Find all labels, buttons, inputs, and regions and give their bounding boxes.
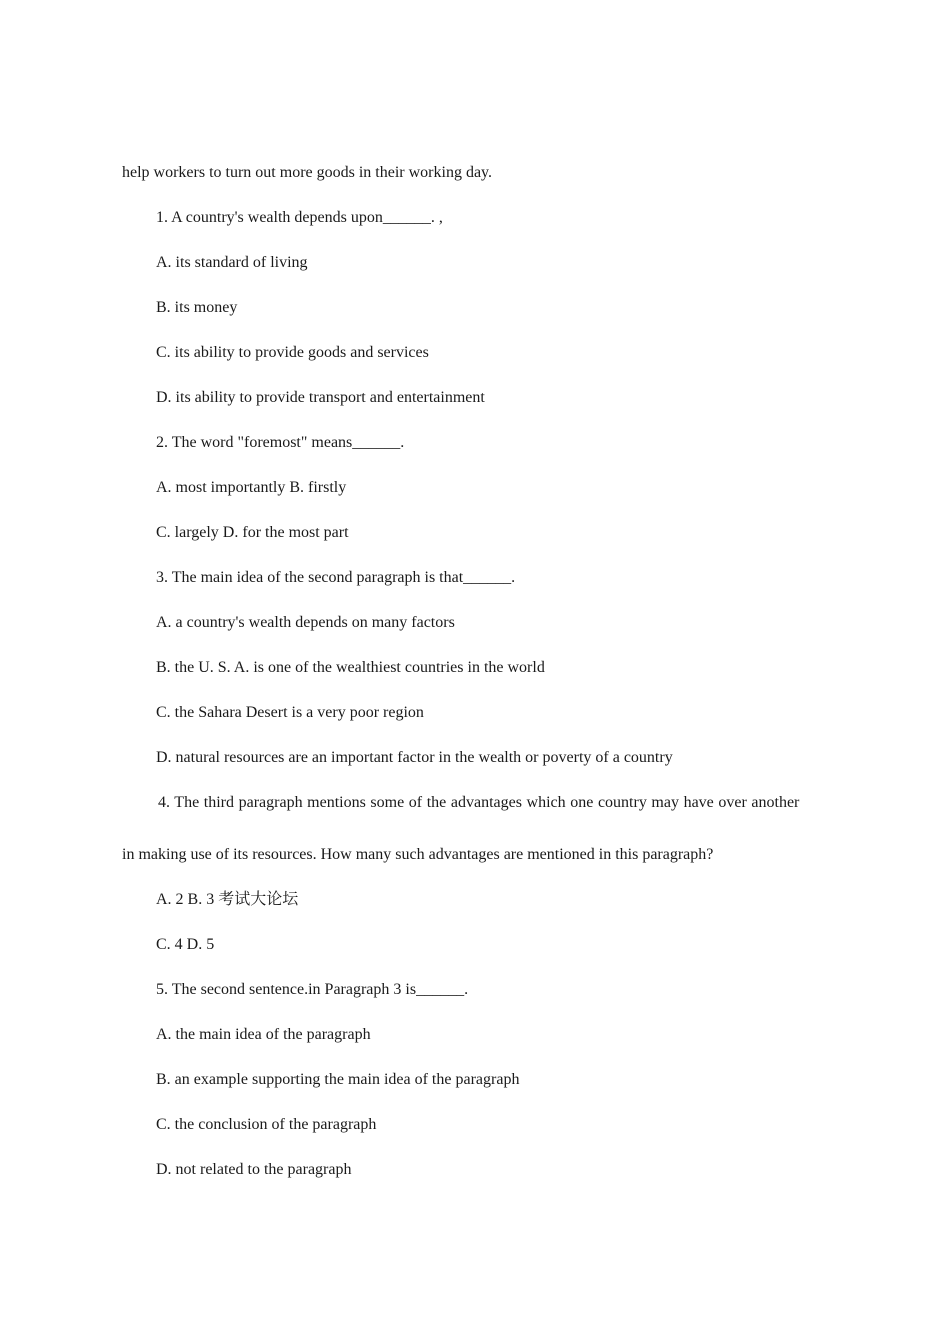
question-1-option-b: B. its money — [156, 299, 238, 316]
question-5-option-b: B. an example supporting the main idea of the paragraph — [156, 1071, 520, 1088]
question-4-options-ab: A. 2 B. 3 考试大论坛 — [156, 891, 299, 908]
question-5: 5. The second sentence.in Paragraph 3 is______. — [156, 981, 469, 998]
question-2: 2. The word "foremost" means______. — [156, 434, 405, 451]
question-5-option-a: A. the main idea of the paragraph — [156, 1026, 371, 1043]
question-1: 1. A country's wealth depends upon______. , — [156, 209, 443, 226]
question-4-line-1: 4. The third paragraph mentions some of the advantages which one country may have over another — [158, 794, 800, 811]
question-3-option-d: D. natural resources are an important factor in the wealth or poverty of a country — [156, 749, 673, 766]
question-3: 3. The main idea of the second paragraph is that______. — [156, 569, 516, 586]
question-3-option-a: A. a country's wealth depends on many factors — [156, 614, 455, 631]
question-3-option-b: B. the U. S. A. is one of the wealthiest countries in the world — [156, 659, 545, 676]
passage-continuation-line: help workers to turn out more goods in their working day. — [122, 164, 493, 181]
question-4-options-cd: C. 4 D. 5 — [156, 936, 215, 953]
question-2-options-ab: A. most importantly B. firstly — [156, 479, 347, 496]
question-1-option-d: D. its ability to provide transport and entertainment — [156, 389, 485, 406]
question-2-options-cd: C. largely D. for the most part — [156, 524, 349, 541]
question-5-option-c: C. the conclusion of the paragraph — [156, 1116, 377, 1133]
question-3-option-c: C. the Sahara Desert is a very poor region — [156, 704, 424, 721]
question-1-option-a: A. its standard of living — [156, 254, 308, 271]
question-5-option-d: D. not related to the paragraph — [156, 1161, 352, 1178]
question-4-line-2: in making use of its resources. How many such advantages are mentioned in this paragraph? — [122, 846, 714, 863]
question-1-option-c: C. its ability to provide goods and services — [156, 344, 429, 361]
